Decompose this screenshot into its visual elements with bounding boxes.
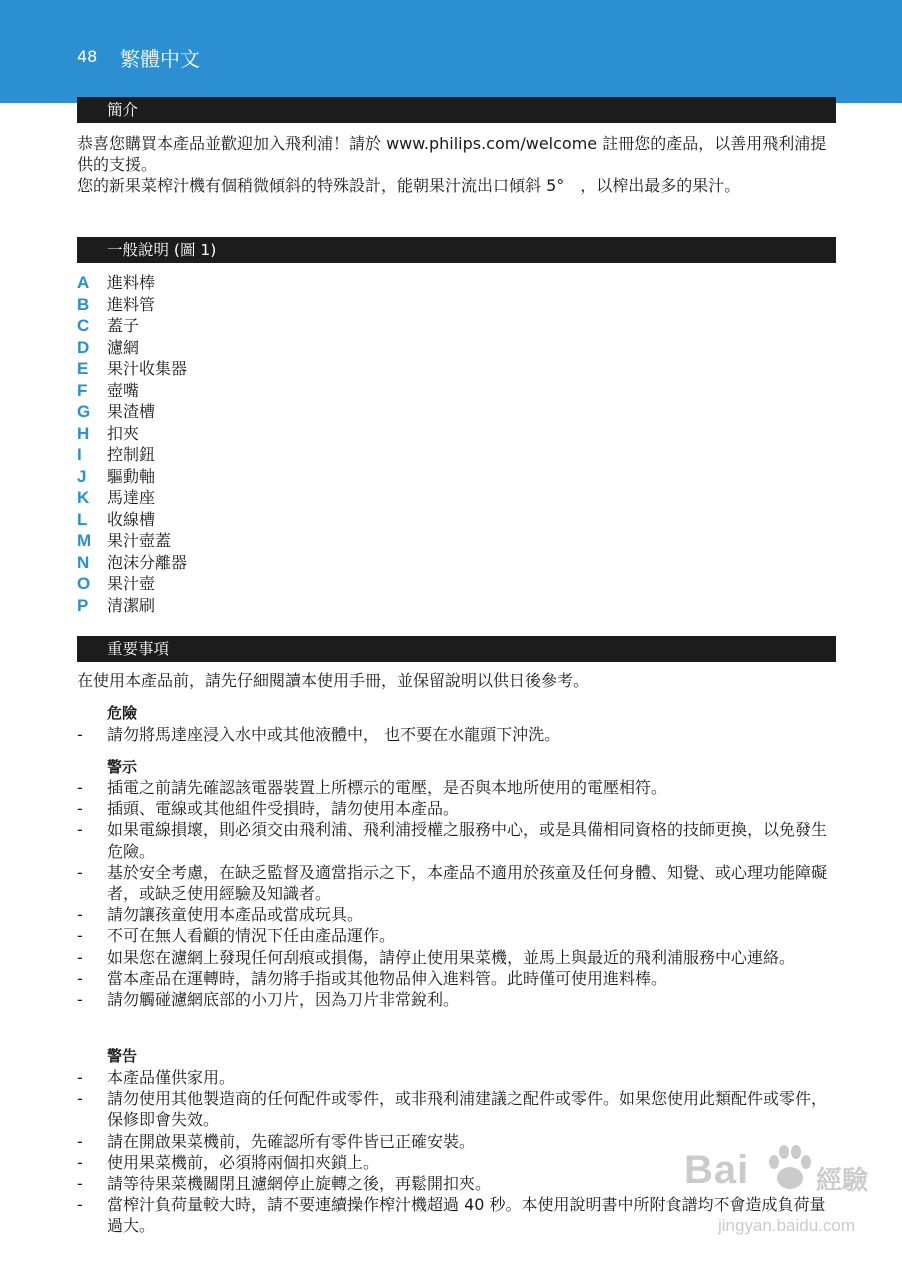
- bullet-dash: -: [77, 862, 83, 882]
- bullet-dash: -: [77, 1131, 83, 1151]
- danger-heading: 危險: [107, 704, 138, 722]
- part-letter: K: [77, 488, 90, 507]
- part-letter: C: [77, 316, 90, 335]
- list-item: [77, 1088, 837, 1130]
- part-label: 進料棒: [107, 273, 156, 292]
- part-label: 果汁收集器: [107, 359, 188, 378]
- list-item: [77, 573, 477, 595]
- item-text: 使用果菜機前，必須將兩個扣夾鎖上。: [107, 1152, 380, 1172]
- item-text: 請勿將馬達座浸入水中或其他液體中， 也不要在水龍頭下沖洗。: [107, 725, 561, 744]
- list-item: [77, 337, 477, 359]
- item-text: 請勿觸碰濾網底部的小刀片，因為刀片非常銳利。: [107, 990, 460, 1010]
- danger-list: [77, 724, 837, 745]
- caution-heading: 警告: [107, 1047, 138, 1065]
- section-heading-intro: 簡介: [77, 97, 836, 123]
- item-text: 請勿使用其他製造商的任何配件或零件，或非飛利浦建議之配件或零件。如果您使用此類配件或零件，保修即會失效。: [107, 1089, 828, 1130]
- bullet-dash: -: [77, 905, 83, 925]
- item-text: 不可在無人看顧的情況下任由產品運作。: [107, 926, 396, 946]
- intro-paragraph-1: 恭喜您購買本產品並歡迎加入飛利浦！請於 www.philips.com/welcome 註冊您的產品，以善用飛利浦提供的支援。: [77, 134, 827, 174]
- list-item: [77, 315, 477, 337]
- item-text: 請在開啟果菜機前，先確認所有零件皆已正確安裝。: [107, 1131, 476, 1151]
- part-letter: L: [77, 509, 88, 529]
- part-letter: J: [77, 466, 87, 486]
- part-label: 扣夾: [107, 423, 140, 443]
- list-item: [77, 487, 477, 509]
- baidu-watermark: [684, 1140, 874, 1250]
- list-item: [77, 530, 477, 552]
- part-letter: M: [77, 531, 92, 550]
- header-band: [0, 0, 902, 103]
- item-text: 當榨汁負荷量較大時，請不要連續操作榨汁機超過 40 秒。本使用說明書中所附食譜均不會造成負荷量過大。: [107, 1195, 826, 1236]
- item-text: 如果電線損壞，則必須交由飛利浦、飛利浦授權之服務中心，或是具備相同資格的技師更換，以免發生危險。: [107, 820, 828, 861]
- part-letter: A: [77, 273, 90, 292]
- part-label: 泡沫分離器: [107, 552, 188, 572]
- bullet-dash: -: [77, 725, 83, 744]
- part-letter: O: [77, 574, 91, 593]
- list-item: [77, 947, 837, 968]
- section-heading-important: 重要事項: [77, 636, 836, 662]
- language-label: 繁體中文: [120, 47, 200, 71]
- list-item: [77, 925, 837, 946]
- part-label: 濾網: [107, 337, 140, 357]
- bullet-dash: -: [77, 968, 83, 988]
- part-letter: B: [77, 294, 90, 314]
- warning-heading: 警示: [107, 758, 138, 776]
- part-label: 果汁壺: [107, 574, 156, 593]
- part-letter: N: [77, 552, 90, 572]
- bullet-dash: -: [77, 1174, 83, 1194]
- bullet-dash: -: [77, 1195, 83, 1215]
- part-label: 果汁壺蓋: [107, 531, 172, 550]
- bullet-dash: -: [77, 778, 83, 797]
- part-letter: I: [77, 445, 82, 464]
- watermark-url: jingyan.baidu.com: [718, 1216, 856, 1235]
- list-item: [77, 423, 477, 445]
- bullet-dash: -: [77, 1089, 83, 1109]
- list-item: [77, 552, 477, 574]
- list-item: [77, 401, 477, 423]
- part-letter: H: [77, 423, 90, 443]
- part-letter: D: [77, 337, 90, 357]
- item-text: 如果您在濾網上發現任何刮痕或損傷，請停止使用果菜機，並馬上與最近的飛利浦服務中心連絡。: [107, 947, 796, 967]
- bullet-dash: -: [77, 799, 83, 819]
- part-label: 馬達座: [107, 488, 156, 507]
- list-item: [77, 272, 477, 294]
- list-item: [77, 862, 837, 904]
- item-text: 當本產品在運轉時，請勿將手指或其他物品伸入進料管。此時僅可使用進料棒。: [107, 968, 668, 988]
- item-text: 請等待果菜機關閉且濾網停止旋轉之後，再鬆開扣夾。: [107, 1174, 492, 1194]
- section-heading-general: 一般說明 (圖 1): [77, 237, 836, 263]
- list-item: [77, 358, 477, 380]
- item-text: 插頭、電線或其他組件受損時，請勿使用本產品。: [107, 799, 460, 819]
- list-item: [77, 798, 837, 819]
- list-item: [77, 989, 837, 1010]
- bullet-dash: -: [77, 990, 83, 1010]
- part-letter: E: [77, 359, 89, 378]
- part-letter: P: [77, 595, 89, 615]
- bullet-dash: -: [77, 1152, 83, 1172]
- bullet-dash: -: [77, 947, 83, 967]
- part-label: 壺嘴: [107, 380, 140, 400]
- part-label: 收線槽: [107, 509, 156, 529]
- list-item: [77, 444, 477, 466]
- part-label: 清潔刷: [107, 595, 156, 615]
- list-item: [77, 595, 477, 617]
- part-label: 果渣槽: [107, 402, 156, 421]
- paw-icon: [762, 1140, 818, 1196]
- list-item: [77, 380, 477, 402]
- item-text: 插電之前請先確認該電器裝置上所標示的電壓，是否與本地所使用的電壓相符。: [107, 778, 668, 797]
- warning-list: [77, 777, 837, 1010]
- list-item: [77, 819, 837, 861]
- list-item: [77, 904, 837, 925]
- part-letter: F: [77, 380, 88, 400]
- part-letter: G: [77, 402, 91, 421]
- part-label: 控制鈕: [107, 445, 156, 464]
- item-text: 請勿讓孩童使用本產品或當成玩具。: [107, 905, 364, 925]
- watermark-brand: Bai: [684, 1148, 750, 1192]
- bullet-dash: -: [77, 820, 83, 840]
- intro-paragraph-2: 您的新果菜榨汁機有個稍微傾斜的特殊設計，能朝果汁流出口傾斜 5° ，以榨出最多的果汁。: [77, 176, 741, 195]
- part-label: 蓋子: [107, 316, 140, 335]
- list-item: [77, 294, 477, 316]
- list-item: [77, 777, 837, 798]
- bullet-dash: -: [77, 1068, 83, 1087]
- list-item: [77, 466, 477, 488]
- item-text: 本產品僅供家用。: [107, 1068, 236, 1087]
- item-text: 基於安全考慮，在缺乏監督及適當指示之下，本產品不適用於孩童及任何身體、知覺、或心理功能障礙者，或缺乏使用經驗及知識者。: [107, 862, 828, 904]
- page-number: 48: [77, 47, 98, 66]
- part-label: 驅動軸: [107, 466, 156, 486]
- list-item: [77, 724, 837, 745]
- part-label: 進料管: [107, 294, 156, 314]
- list-item: [77, 509, 477, 531]
- important-intro: 在使用本產品前，請先仔細閱讀本使用手冊，並保留說明以供日後參考。: [77, 671, 590, 690]
- list-item: [77, 1067, 837, 1088]
- bullet-dash: -: [77, 926, 83, 946]
- list-item: [77, 968, 837, 989]
- watermark-cn: 經驗: [816, 1165, 869, 1195]
- parts-list: [77, 272, 477, 616]
